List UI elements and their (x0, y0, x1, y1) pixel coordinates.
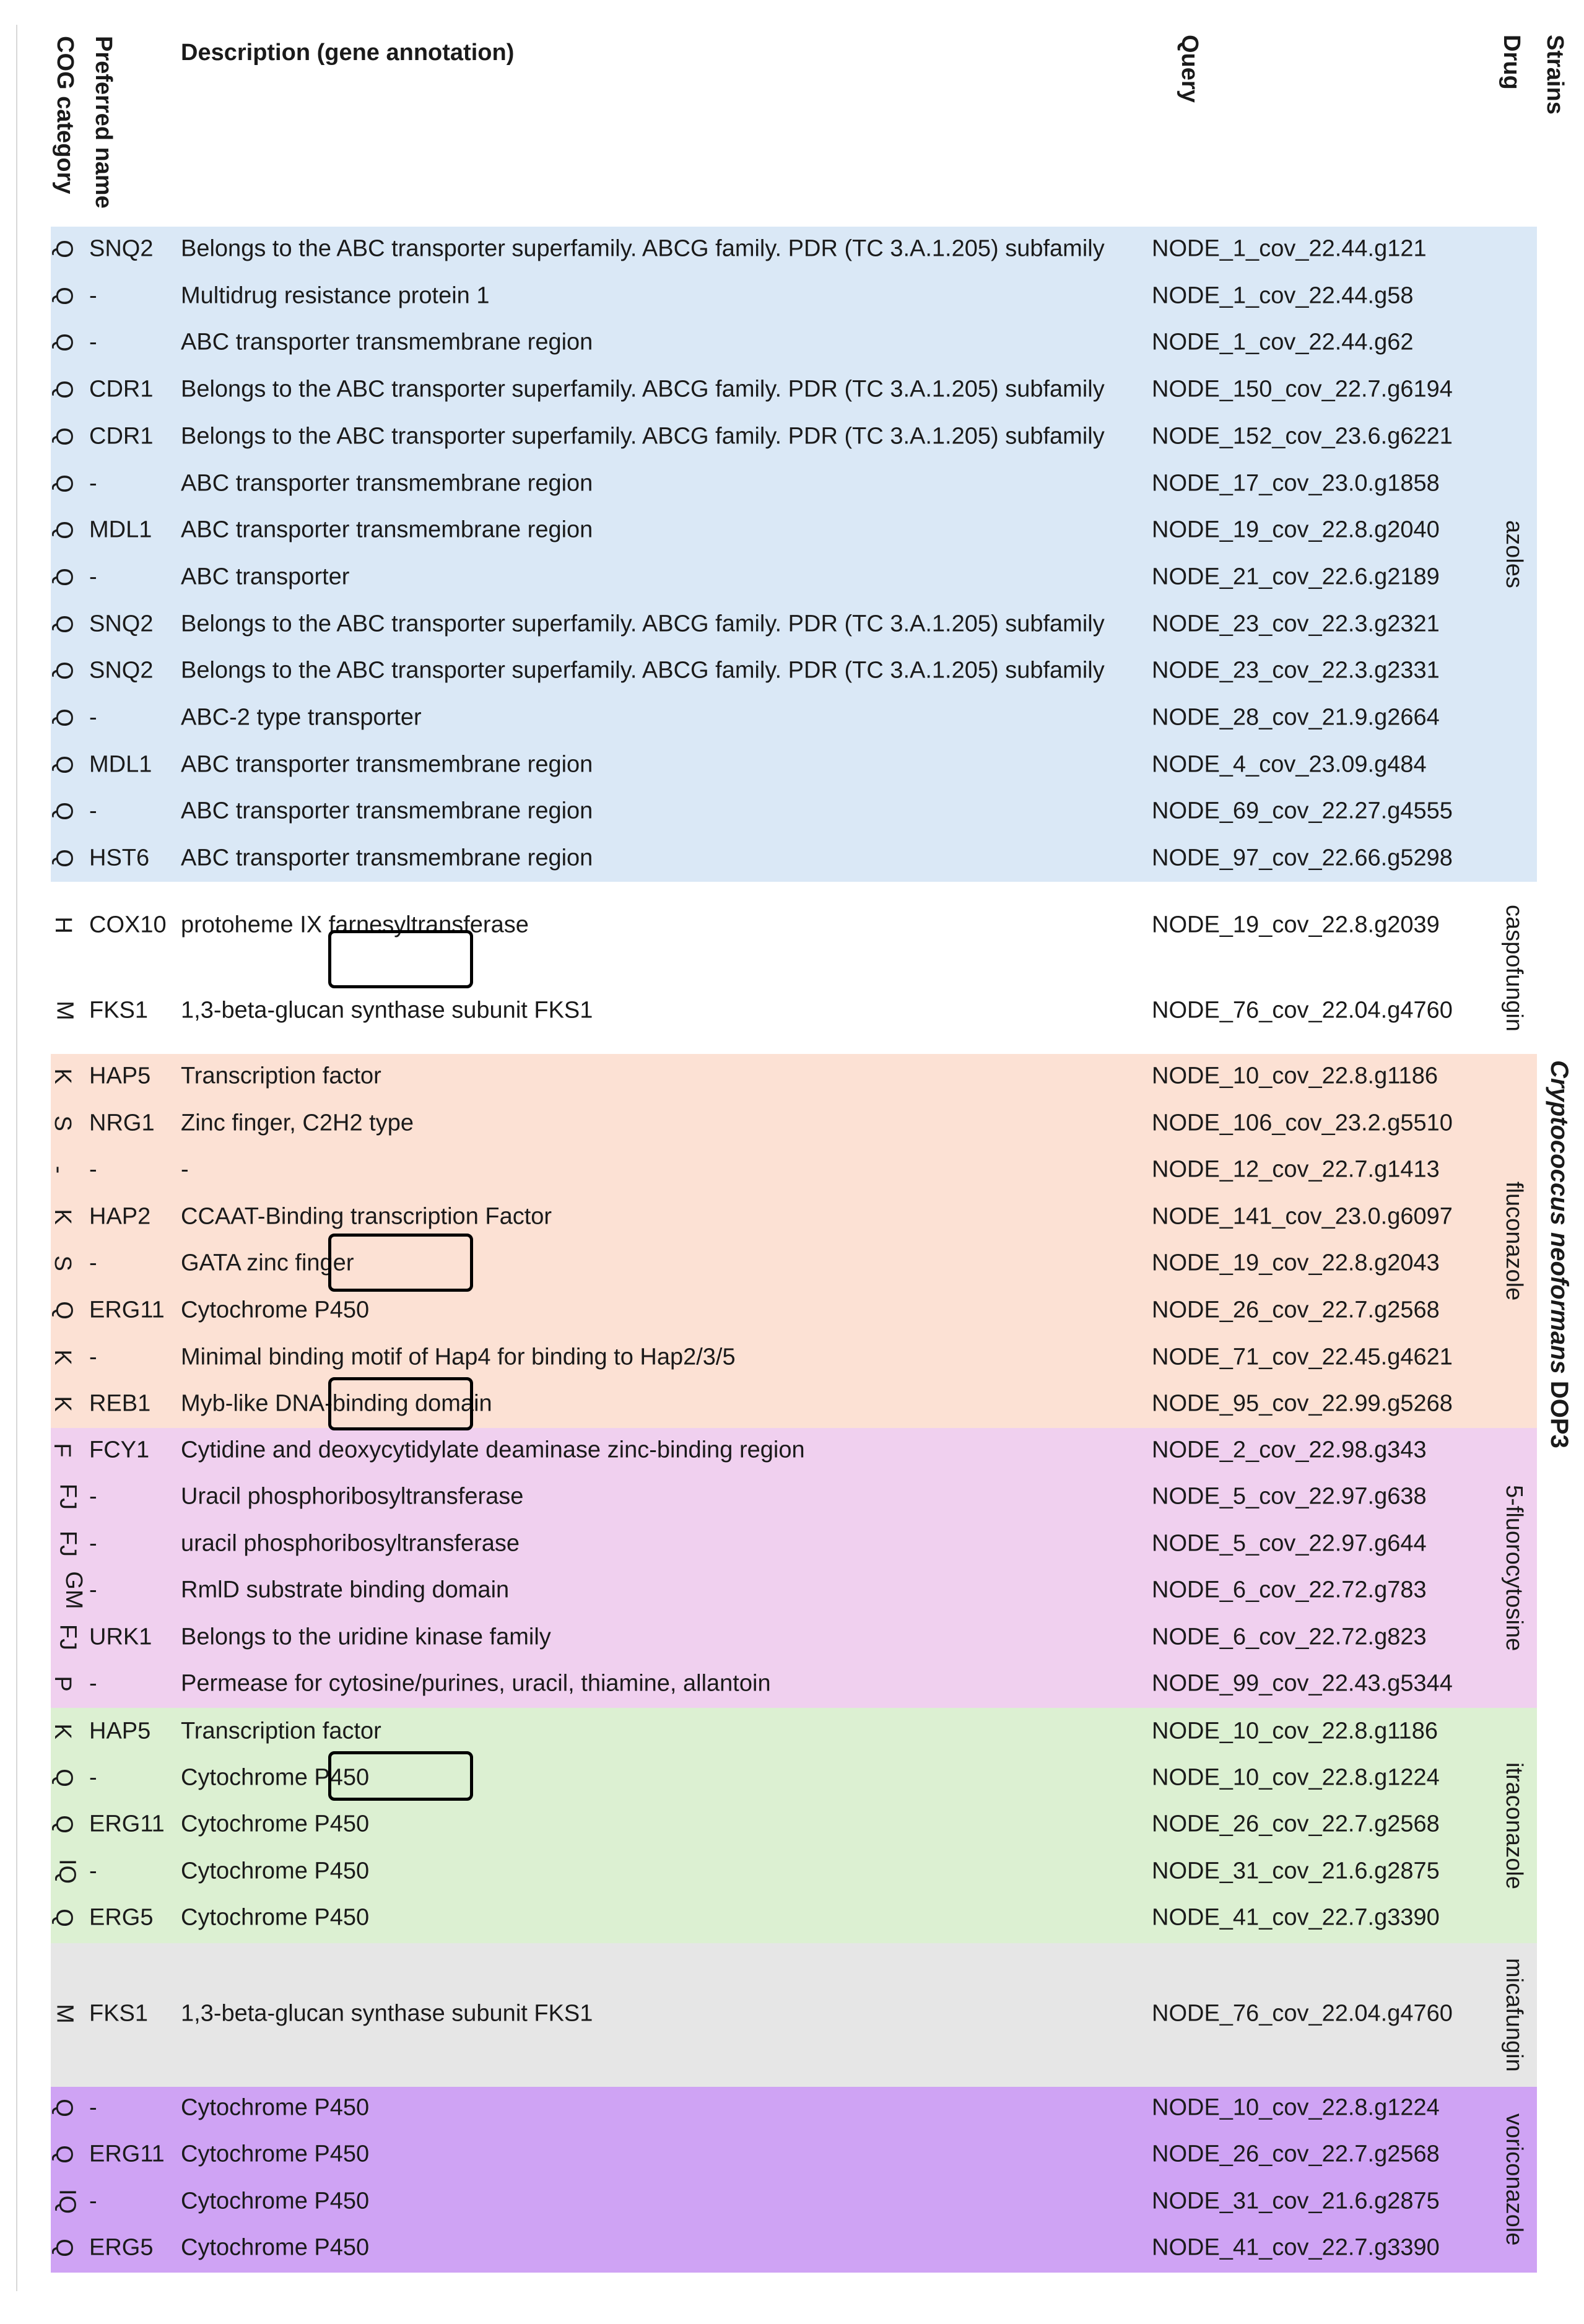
cell-description: Cytochrome P450 (181, 1764, 370, 1791)
cell-cog-category (51, 2234, 77, 2261)
cell-preferred-name: REB1 (89, 1390, 151, 1417)
cell-description: Transcription factor (181, 1063, 381, 1089)
cell-preferred-name: ERG11 (89, 1297, 165, 1323)
cell-cog-category (50, 1671, 76, 1697)
cell-query: NODE_23_cov_22.3.g2331 (1152, 657, 1440, 684)
cell-cog-category (51, 1297, 77, 1324)
cell-cog-category (51, 611, 77, 637)
table-row (51, 907, 1537, 944)
table-row (51, 371, 1537, 408)
cog-letter: Q (51, 1815, 77, 1834)
cell-preferred-name: HST6 (89, 845, 150, 871)
cell-description: ABC-2 type transporter (181, 704, 422, 731)
cog-letter: S (50, 1115, 76, 1131)
table-row (51, 2089, 1537, 2126)
cell-description: ABC transporter transmembrane region (181, 845, 593, 871)
cog-letter: M (51, 1001, 78, 1021)
table-row (51, 2183, 1537, 2220)
table-row (51, 559, 1537, 596)
drug-group-itraconazole (51, 1708, 1537, 1943)
cell-query: NODE_10_cov_22.8.g1186 (1152, 1063, 1438, 1089)
cell-preferred-name: - (89, 1670, 97, 1697)
cell-query: NODE_31_cov_21.6.g2875 (1152, 2188, 1440, 2214)
cell-preferred-name: ERG5 (89, 1904, 154, 1931)
cell-description: Cytochrome P450 (181, 1904, 370, 1931)
table-row (51, 2136, 1537, 2173)
table-row (51, 606, 1537, 643)
cog-letter: Q (51, 240, 77, 258)
cell-query: NODE_12_cov_22.7.g1413 (1152, 1156, 1440, 1183)
cell-cog-category (49, 1437, 76, 1464)
cog-letter: Q (51, 2145, 77, 2164)
cell-preferred-name: - (89, 1344, 97, 1370)
cell-query: NODE_1_cov_22.44.g62 (1152, 329, 1414, 355)
cell-cog-category (50, 1063, 76, 1090)
cog-letter: Q (51, 427, 77, 446)
cell-preferred-name: URK1 (89, 1624, 152, 1650)
cell-preferred-name: CDR1 (89, 423, 154, 450)
cell-preferred-name: SNQ2 (89, 235, 154, 262)
table-row (51, 1806, 1537, 1843)
cell-preferred-name: FKS1 (89, 997, 149, 1024)
table-row (51, 1665, 1537, 1702)
cell-cog-category (51, 1765, 77, 1791)
cell-description: Cytochrome P450 (181, 1858, 370, 1884)
cog-letter: M (51, 2004, 78, 2024)
cog-letter: Q (51, 380, 77, 399)
cell-query: NODE_26_cov_22.7.g2568 (1152, 1297, 1440, 1323)
header-description: Description (gene annotation) (181, 40, 515, 66)
table-row (51, 1292, 1537, 1329)
cog-letter: Q (51, 1301, 77, 1320)
cell-description: ABC transporter (181, 564, 350, 590)
cell-cog-category (50, 1110, 76, 1136)
cell-preferred-name: - (89, 1156, 97, 1183)
cog-letter: K (50, 1396, 76, 1412)
table-row (51, 840, 1537, 877)
cell-preferred-name: - (89, 1530, 97, 1557)
cell-description: 1,3-beta-glucan synthase subunit FKS1 (181, 997, 593, 1024)
cell-cog-category (51, 1811, 77, 1838)
cell-cog-category (54, 1571, 92, 1609)
cell-preferred-name: MDL1 (89, 751, 152, 778)
drug-label-caspofungin: caspofungin (1501, 904, 1527, 1032)
table-row (51, 1058, 1537, 1095)
table-row (51, 511, 1537, 549)
cell-query: NODE_31_cov_21.6.g2875 (1152, 1858, 1440, 1884)
cell-description: Permease for cytosine/purines, uracil, thiamine, allantoin (181, 1670, 771, 1697)
cog-letter: Q (51, 568, 77, 586)
cog-letter: FJ (54, 1484, 81, 1510)
cell-query: NODE_41_cov_22.7.g3390 (1152, 2234, 1440, 2261)
table-row (51, 1995, 1537, 2032)
cell-cog-category (54, 1858, 79, 1884)
highlight-box-p450 (328, 1751, 473, 1801)
cell-description: Minimal binding motif of Hap4 for binding to Hap2/3/5 (181, 1344, 736, 1370)
cell-cog-category (51, 2095, 77, 2122)
cell-description: - (181, 1156, 189, 1183)
cell-preferred-name: NRG1 (89, 1110, 155, 1136)
table-row (51, 1245, 1537, 1282)
cell-cog-category (51, 236, 77, 263)
cell-query: NODE_5_cov_22.97.g644 (1152, 1530, 1427, 1557)
cell-query: NODE_19_cov_22.8.g2039 (1152, 912, 1440, 938)
drug-label-micafungin: micafungin (1501, 1958, 1527, 2072)
cog-letter: K (50, 1068, 76, 1084)
cell-description: ABC transporter transmembrane region (181, 516, 593, 543)
highlight-box-zinc-finger (328, 1234, 473, 1292)
cog-letter: IQ (54, 1858, 81, 1884)
cell-query: NODE_19_cov_22.8.g2043 (1152, 1250, 1440, 1276)
table-row (51, 1105, 1537, 1142)
cell-cog-category (45, 1157, 72, 1183)
cell-cog-category (54, 2188, 79, 2214)
cell-cog-category (50, 1344, 76, 1370)
cell-cog-category (50, 912, 77, 939)
cell-description: Zinc finger, C2H2 type (181, 1110, 414, 1136)
cog-letter: P (50, 1676, 76, 1692)
cell-cog-category (50, 1391, 76, 1417)
cell-query: NODE_26_cov_22.7.g2568 (1152, 1811, 1440, 1837)
cell-preferred-name: - (89, 329, 97, 355)
table-row (51, 1899, 1537, 1936)
cell-query: NODE_6_cov_22.72.g783 (1152, 1577, 1427, 1603)
header-strains: Strains (1542, 35, 1568, 115)
cell-description: Cytochrome P450 (181, 2234, 370, 2261)
cell-query: NODE_1_cov_22.44.g58 (1152, 282, 1414, 309)
cell-preferred-name: COX10 (89, 912, 167, 938)
drug-label-voriconazole: voriconazole (1501, 2113, 1527, 2246)
cog-letter: Q (51, 2239, 77, 2257)
header-drug: Drug (1499, 35, 1525, 90)
cell-query: NODE_19_cov_22.8.g2040 (1152, 516, 1440, 543)
left-margin-rule (16, 25, 17, 2291)
cog-letter: S (50, 1255, 76, 1272)
table-row (51, 699, 1537, 736)
cell-cog-category (51, 1904, 77, 1931)
cell-query: NODE_97_cov_22.66.g5298 (1152, 845, 1453, 871)
drug-group-caspofungin (51, 882, 1537, 1054)
table-row (51, 1385, 1537, 1422)
cell-description: Belongs to the ABC transporter superfamily. ABCG family. PDR (TC 3.A.1.205) subfamily (181, 376, 1105, 403)
cell-description: uracil phosphoribosyltransferase (181, 1530, 520, 1557)
cell-preferred-name: - (89, 564, 97, 590)
cell-cog-category (51, 998, 78, 1024)
cell-cog-category (51, 705, 77, 731)
table-row (51, 418, 1537, 455)
cog-letter: F (49, 1443, 76, 1458)
table-row (51, 1713, 1537, 1750)
cell-description: Belongs to the ABC transporter superfamily. ABCG family. PDR (TC 3.A.1.205) subfamily (181, 657, 1105, 684)
table-row (51, 1572, 1537, 1609)
table-row (51, 1432, 1537, 1469)
cell-cog-category (51, 282, 77, 309)
cell-preferred-name: - (89, 1250, 97, 1276)
table-row (51, 1198, 1537, 1235)
drug-label-azoles: azoles (1501, 520, 1527, 588)
cell-preferred-name: - (89, 798, 97, 824)
cog-letter: Q (51, 1769, 77, 1787)
cog-letter: Q (51, 474, 77, 493)
cell-description: GATA zinc finger (181, 1250, 354, 1276)
table-row (51, 1339, 1537, 1376)
cog-letter: Q (51, 333, 77, 352)
cell-cog-category (51, 564, 77, 590)
cell-query: NODE_10_cov_22.8.g1186 (1152, 1718, 1438, 1744)
cell-preferred-name: - (89, 2094, 97, 2121)
cell-preferred-name: - (89, 1858, 97, 1884)
cell-preferred-name: HAP2 (89, 1203, 151, 1230)
cell-preferred-name: FKS1 (89, 2000, 149, 2027)
cell-cog-category (51, 376, 77, 403)
cell-description: ABC transporter transmembrane region (181, 470, 593, 496)
cog-letter: Q (51, 1908, 77, 1927)
cell-preferred-name: - (89, 1577, 97, 1603)
cell-description: ABC transporter transmembrane region (181, 798, 593, 824)
drug-label-fluconazole: fluconazole (1501, 1181, 1527, 1301)
cell-preferred-name: HAP5 (89, 1718, 151, 1744)
table-row (51, 277, 1537, 315)
cell-query: NODE_76_cov_22.04.g4760 (1152, 2000, 1453, 2027)
cell-cog-category (51, 470, 77, 497)
cell-preferred-name: - (89, 2188, 97, 2214)
cell-preferred-name: - (89, 704, 97, 731)
cog-letter: Q (51, 614, 77, 633)
cell-query: NODE_95_cov_22.99.g5268 (1152, 1390, 1453, 1417)
cell-query: NODE_17_cov_23.0.g1858 (1152, 470, 1440, 496)
cell-query: NODE_1_cov_22.44.g121 (1152, 235, 1427, 262)
table-row (51, 324, 1537, 361)
cell-description: RmlD substrate binding domain (181, 1577, 510, 1603)
table-row (51, 1478, 1537, 1515)
cell-preferred-name: HAP5 (89, 1063, 151, 1089)
cell-cog-category (51, 517, 77, 544)
cell-query: NODE_10_cov_22.8.g1224 (1152, 1764, 1440, 1791)
table-row (51, 1525, 1537, 1562)
cell-description: Cytochrome P450 (181, 2188, 370, 2214)
cell-description: Cytidine and deoxycytidylate deaminase zinc-binding region (181, 1437, 805, 1463)
cell-description: Belongs to the uridine kinase family (181, 1624, 551, 1650)
table-row (51, 2229, 1537, 2266)
drug-label-itraconazole: itraconazole (1501, 1762, 1527, 1889)
cell-preferred-name: ERG11 (89, 1811, 165, 1837)
table-row (51, 1853, 1537, 1890)
cell-description: protoheme IX farnesyltransferase (181, 912, 529, 938)
cell-description: Multidrug resistance protein 1 (181, 282, 490, 309)
cell-query: NODE_4_cov_23.09.g484 (1152, 751, 1427, 778)
cell-cog-category (51, 798, 77, 825)
highlight-box-binding-domain (328, 1377, 473, 1430)
cell-description: Cytochrome P450 (181, 1297, 370, 1323)
cell-description: CCAAT-Binding transcription Factor (181, 1203, 552, 1230)
cell-cog-category (51, 423, 77, 450)
cell-query: NODE_28_cov_21.9.g2664 (1152, 704, 1440, 731)
cog-letter: K (50, 1723, 76, 1739)
cell-cog-category (50, 1718, 76, 1745)
cog-letter: H (50, 916, 77, 934)
header-query: Query (1177, 35, 1203, 103)
cell-preferred-name: ERG11 (89, 2141, 165, 2167)
drug-group-azoles (51, 227, 1537, 882)
cog-letter: FJ (54, 1530, 81, 1557)
cell-preferred-name: CDR1 (89, 376, 154, 403)
cog-letter: Q (51, 521, 77, 539)
cog-letter: Q (51, 661, 77, 681)
cell-query: NODE_71_cov_22.45.g4621 (1152, 1344, 1453, 1370)
cell-description: Myb-like DNA-binding domain (181, 1390, 492, 1417)
cog-letter: Q (51, 849, 77, 868)
cog-letter: - (45, 1165, 72, 1174)
cell-preferred-name: - (89, 282, 97, 309)
cell-query: NODE_10_cov_22.8.g1224 (1152, 2094, 1440, 2121)
cog-letter: FJ (54, 1624, 81, 1650)
cell-query: NODE_106_cov_23.2.g5510 (1152, 1110, 1453, 1136)
cell-cog-category (50, 1250, 76, 1277)
strain-species: Cryptococcus neoformans (1546, 1060, 1573, 1374)
cell-cog-category (50, 1203, 76, 1230)
table-row (51, 1619, 1537, 1656)
cell-query: NODE_152_cov_23.6.g6221 (1152, 423, 1453, 450)
header-preferred-name: Preferred name (90, 36, 116, 209)
table-row (51, 230, 1537, 268)
cell-description: Belongs to the ABC transporter superfamily. ABCG family. PDR (TC 3.A.1.205) subfamily (181, 423, 1105, 450)
cell-cog-category (51, 2141, 77, 2168)
table-row (45, 1151, 1537, 1188)
cell-description: Cytochrome P450 (181, 2094, 370, 2121)
strain-label (1545, 1060, 1573, 1448)
cell-cog-category (54, 1624, 81, 1650)
table-row (51, 1759, 1537, 1796)
cell-description: Transcription factor (181, 1718, 381, 1744)
cell-query: NODE_69_cov_22.27.g4555 (1152, 798, 1453, 824)
cell-cog-category (51, 658, 77, 684)
cell-query: NODE_141_cov_23.0.g6097 (1152, 1203, 1453, 1230)
cell-query: NODE_76_cov_22.04.g4760 (1152, 997, 1453, 1024)
table-row (51, 793, 1537, 830)
cell-preferred-name: SNQ2 (89, 657, 154, 684)
cell-description: ABC transporter transmembrane region (181, 751, 593, 778)
cog-letter: K (50, 1349, 76, 1365)
cell-cog-category (51, 329, 77, 356)
cog-letter: GM (61, 1571, 87, 1609)
drug-group-voriconazole (51, 2087, 1537, 2273)
cell-cog-category (51, 2001, 78, 2027)
cell-description: Belongs to the ABC transporter superfamily. ABCG family. PDR (TC 3.A.1.205) subfamily (181, 235, 1105, 262)
cell-cog-category (51, 751, 77, 778)
cell-description: Belongs to the ABC transporter superfamily. ABCG family. PDR (TC 3.A.1.205) subfamily (181, 611, 1105, 637)
drug-group-fluconazole (45, 1054, 1537, 1428)
cell-preferred-name: - (89, 1483, 97, 1510)
cell-query: NODE_2_cov_22.98.g343 (1152, 1437, 1427, 1463)
cell-query: NODE_150_cov_22.7.g6194 (1152, 376, 1453, 403)
cog-letter: IQ (54, 2188, 81, 2214)
cog-letter: K (50, 1209, 76, 1225)
cell-preferred-name: - (89, 470, 97, 496)
cell-query: NODE_23_cov_22.3.g2321 (1152, 611, 1440, 637)
cell-cog-category (54, 1530, 81, 1557)
cell-cog-category (51, 845, 77, 872)
cell-description: 1,3-beta-glucan synthase subunit FKS1 (181, 2000, 593, 2027)
cell-query: NODE_26_cov_22.7.g2568 (1152, 2141, 1440, 2167)
table-row (51, 746, 1537, 783)
cell-query: NODE_99_cov_22.43.g5344 (1152, 1670, 1453, 1697)
cell-preferred-name: SNQ2 (89, 611, 154, 637)
cell-cog-category (54, 1484, 81, 1510)
cell-preferred-name: MDL1 (89, 516, 152, 543)
cog-letter: Q (51, 802, 77, 821)
drug-group-micafungin (51, 1943, 1537, 2087)
cell-preferred-name: - (89, 1764, 97, 1791)
drug-label-fluorocytosine: 5-fluorocytosine (1501, 1484, 1527, 1652)
cell-description: ABC transporter transmembrane region (181, 329, 593, 355)
cog-letter: Q (51, 286, 77, 305)
cell-description: Uracil phosphoribosyltransferase (181, 1483, 524, 1510)
drug-group-fluorocytosine (51, 1428, 1537, 1708)
highlight-box-farnesyl (328, 930, 473, 988)
strain-suffix: DOP3 (1546, 1380, 1573, 1448)
cell-preferred-name: FCY1 (89, 1437, 150, 1463)
table-row (51, 652, 1537, 689)
cell-query: NODE_5_cov_22.97.g638 (1152, 1483, 1427, 1510)
cell-query: NODE_21_cov_22.6.g2189 (1152, 564, 1440, 590)
cell-description: Cytochrome P450 (181, 1811, 370, 1837)
cog-letter: Q (51, 755, 77, 774)
table-row (51, 992, 1537, 1029)
table-row (51, 465, 1537, 502)
cog-letter: Q (51, 708, 77, 727)
cell-preferred-name: ERG5 (89, 2234, 154, 2261)
cell-query: NODE_41_cov_22.7.g3390 (1152, 1904, 1440, 1931)
cell-description: Cytochrome P450 (181, 2141, 370, 2167)
header-cog-category: COG category (52, 36, 78, 194)
cell-query: NODE_6_cov_22.72.g823 (1152, 1624, 1427, 1650)
cog-letter: Q (51, 2099, 77, 2117)
